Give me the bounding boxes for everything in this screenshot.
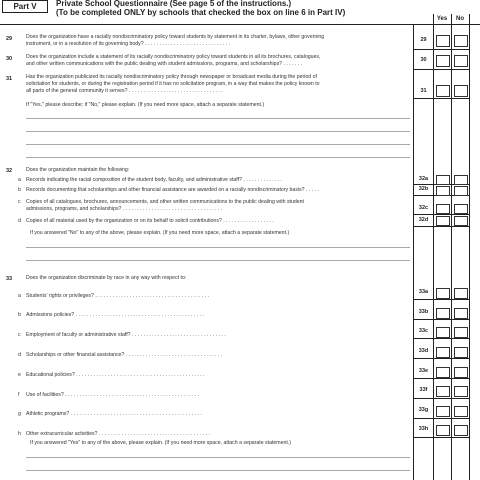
no-checkbox-33g[interactable] [454,406,468,417]
part-label: Part V [2,0,48,13]
no-checkbox-29[interactable] [454,35,468,47]
yes-header: Yes [436,16,448,22]
row-divider [413,214,469,215]
explanation-line[interactable] [26,470,410,471]
no-checkbox-33b[interactable] [454,308,468,319]
question-number: 33 [6,276,13,282]
question-33b-text: Admissions policies? . . . . . . . . . . . . . . . . . . . . . . . . . . . . . . . . . . . . . . . . . . . . . [26,312,204,318]
line-code-32c: 32c [418,205,429,211]
question-33h-text: Other extracurricular activities? . . . . . . . . . . . . . . . . . . . . . . . . . . . . . . . . . . . . . . . [26,431,210,437]
section-subtitle: (To be completed ONLY by schools that checked the box on line 6 in Part IV) [56,8,346,17]
question-29-text-line2: instrument, or in a resolution of its governing body? . . . . . . . . . . . . . . . . . . . . . . . . . . . . . . [26,41,231,47]
yes-column-divider [433,14,434,480]
sub-item-letter: e [18,372,21,378]
no-checkbox-33d[interactable] [454,347,468,358]
line-code-30: 30 [420,57,427,63]
sub-item-letter: b [18,187,21,193]
sub-item-letter: a [18,177,21,183]
question-33e-text: Educational policies? . . . . . . . . . . . . . . . . . . . . . . . . . . . . . . . . . . . . . . . . . . . . . [26,372,205,378]
row-divider [413,299,469,300]
line-code-32d: 32d [418,217,429,223]
explanation-line[interactable] [26,131,410,132]
yes-checkbox-31[interactable] [436,85,450,97]
yes-checkbox-33b[interactable] [436,308,450,319]
question-33-intro: Does the organization discriminate by race in any way with respect to: [26,275,187,281]
question-31-text-line3: all parts of the general community it serves? . . . . . . . . . . . . . . . . . . . . . . . . . . . . . . . . . [26,88,223,94]
line-code-33d: 33d [418,348,429,354]
header-divider [0,24,480,25]
question-32-intro: Does the organization maintain the following: [26,167,130,173]
sub-item-letter: b [18,312,21,318]
row-divider [413,378,469,379]
question-33g-text: Athletic programs? . . . . . . . . . . . . . . . . . . . . . . . . . . . . . . . . . . . . . . . . . . . . . . [26,411,202,417]
line-code-29: 29 [420,37,427,43]
question-32-instruction: If you answered "No" to any of the above, please explain. (If you need more space, attach a separate statement.) [30,230,290,236]
row-divider [413,69,469,70]
section-title: Private School Questionnaire (See page 5 of the instructions.) [56,0,292,8]
no-checkbox-33e[interactable] [454,367,468,378]
question-number: 29 [6,36,13,42]
question-31-text-line2: solicitation for students, or during the registration period if it has no solicitation program, in a way that makes the policy known to [26,81,320,87]
row-divider [413,226,469,227]
no-checkbox-33h[interactable] [454,425,468,436]
line-code-32b: 32b [418,186,429,192]
no-column-divider [451,14,452,480]
question-number: 30 [6,56,13,62]
question-30-text-line1: Does the organization include a statement of its racially nondiscriminatory policy toward students in all its brochures, catalogues, [26,54,321,60]
sub-item-letter: g [18,411,21,417]
question-number: 31 [6,76,13,82]
explanation-line[interactable] [26,144,410,145]
line-code-33g: 33g [418,407,429,413]
explanation-line[interactable] [26,247,410,248]
sub-item-letter: c [18,199,21,205]
sub-item-letter: f [18,392,20,398]
line-code-33h: 33h [418,426,429,432]
explanation-line[interactable] [26,118,410,119]
row-divider [413,338,469,339]
line-code-33c: 33c [418,328,429,334]
sub-item-letter: d [18,352,21,358]
question-33f-text: Use of facilities? . . . . . . . . . . . . . . . . . . . . . . . . . . . . . . . . . . . . . . . . . . . . . . . [26,392,200,398]
yes-checkbox-33a[interactable] [436,288,450,299]
sub-item-letter: h [18,431,21,437]
yes-checkbox-33f[interactable] [436,386,450,397]
row-divider [413,98,469,99]
line-code-32a: 32a [418,176,429,182]
row-divider [413,398,469,399]
question-29-text-line1: Does the organization have a racially nondiscriminatory policy toward students by statement in its charter, bylaws, other governing [26,34,325,40]
question-31-instruction: If "Yes," please describe; if "No," please explain. (If you need more space, attach a separate statement.) [26,102,265,108]
question-30-text-line2: and other written communications with the public dealing with student admissions, programs, and scholarships? . . . . . . . [26,61,303,67]
question-32b-text: Records documenting that scholarships and other financial assistance are awarded on a racially nondiscriminatory basis? . . . . . [26,187,319,193]
line-code-31: 31 [420,88,427,94]
no-checkbox-33f[interactable] [454,386,468,397]
row-divider [413,437,469,438]
yes-checkbox-33e[interactable] [436,367,450,378]
right-border [469,14,470,480]
question-number: 32 [6,168,13,174]
no-checkbox-32b[interactable] [454,186,468,196]
row-divider [413,319,469,320]
question-32d-text: Copies of all material used by the organization or on its behalf to solicit contributions? . . . . . . . . . . . . . . . . . . [26,218,274,224]
line-code-33a: 33a [418,289,429,295]
no-checkbox-33c[interactable] [454,327,468,338]
yes-checkbox-33d[interactable] [436,347,450,358]
question-31-text-line1: Has the organization publicized its racially nondiscriminatory policy through newspaper or broadcast media during the period of [26,74,317,80]
yes-checkbox-33h[interactable] [436,425,450,436]
line-code-33f: 33f [419,387,428,393]
yes-checkbox-33c[interactable] [436,327,450,338]
no-checkbox-30[interactable] [454,55,468,67]
row-divider [413,358,469,359]
line-code-33e: 33e [418,368,429,374]
no-header: No [456,16,464,22]
yes-checkbox-29[interactable] [436,35,450,47]
question-33a-text: Students' rights or privileges? . . . . . . . . . . . . . . . . . . . . . . . . . . . . . . . . . . . . . . . . [26,293,210,299]
row-divider [413,49,469,50]
question-33c-text: Employment of faculty or administrative staff? . . . . . . . . . . . . . . . . . . . . . . . . . . . . . . . . . [26,332,226,338]
no-checkbox-33a[interactable] [454,288,468,299]
yes-checkbox-32a[interactable] [436,175,450,185]
yes-checkbox-33g[interactable] [436,406,450,417]
no-checkbox-31[interactable] [454,85,468,97]
yes-checkbox-32b[interactable] [436,186,450,196]
explanation-line[interactable] [26,260,410,261]
no-checkbox-32a[interactable] [454,175,468,185]
no-checkbox-32c[interactable] [454,204,468,214]
question-32a-text: Records indicating the racial composition of the student body, faculty, and administrative staff? . . . . . . . . . . . . . . [26,177,283,183]
question-32c-text-line2: admissions, programs, and scholarships? . . . . . . . . . . . . . . . . . . . . . . . . . . . . . . . . . . . [26,206,223,212]
question-33-instruction: If you answered "Yes" to any of the above, please explain. (If you need more space, attach a separate statement.) [30,440,292,446]
line-code-33b: 33b [418,309,429,315]
yes-checkbox-32d[interactable] [436,216,450,226]
row-divider [413,418,469,419]
sub-item-letter: a [18,293,21,299]
explanation-line[interactable] [26,157,410,158]
explanation-line[interactable] [26,457,410,458]
sub-item-letter: d [18,218,21,224]
no-checkbox-32d[interactable] [454,216,468,226]
sub-item-letter: c [18,332,21,338]
question-32c-text-line1: Copies of all catalogues, brochures, announcements, and other written communications to the public dealing with student [26,199,304,205]
yes-checkbox-32c[interactable] [436,204,450,214]
question-33d-text: Scholarships or other financial assistance? . . . . . . . . . . . . . . . . . . . . . . . . . . . . . . . . . . [26,352,223,358]
yes-checkbox-30[interactable] [436,55,450,67]
